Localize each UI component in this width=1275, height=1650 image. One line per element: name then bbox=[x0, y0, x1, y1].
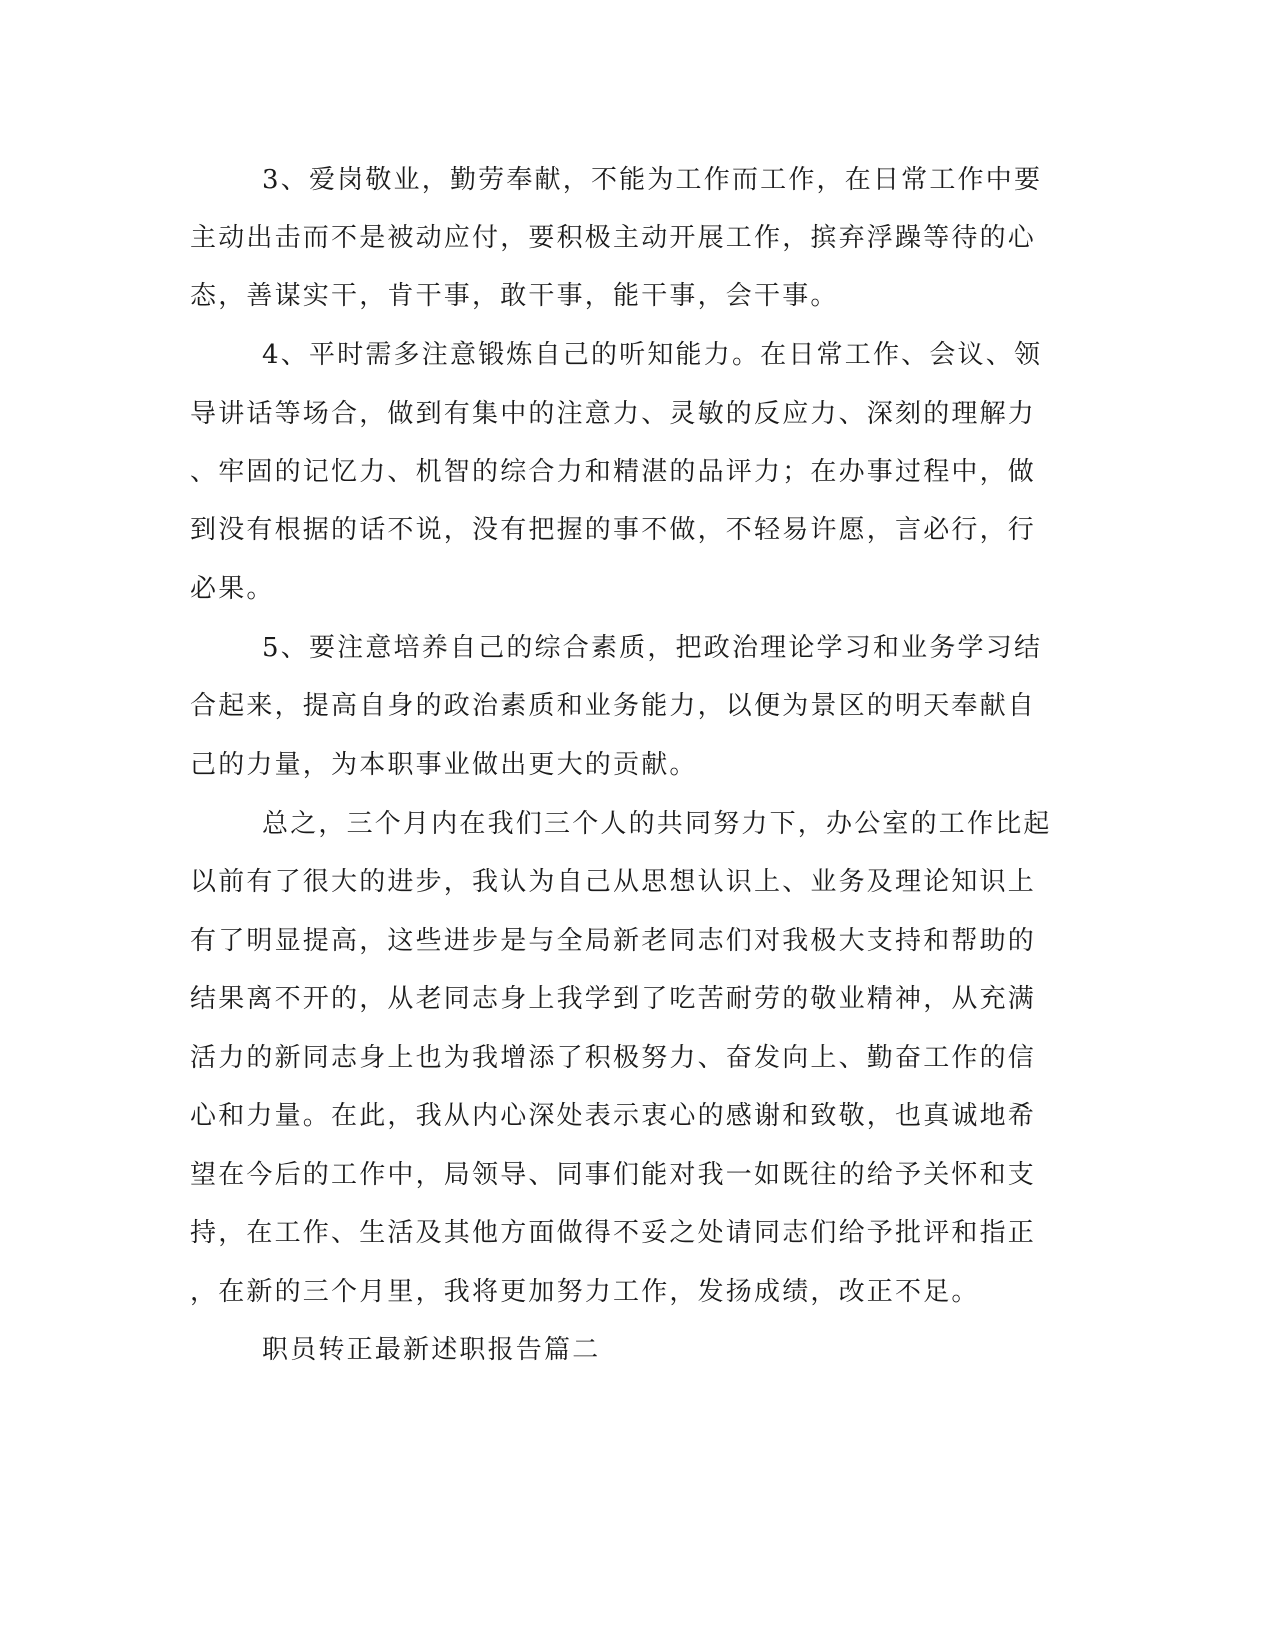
paragraph-3-line-3: 态，善谋实干，肯干事，敢干事，能干事，会干事。 bbox=[190, 281, 839, 311]
paragraph-4-line-2: 导讲话等场合，做到有集中的注意力、灵敏的反应力、深刻的理解力 bbox=[190, 399, 1037, 429]
conclusion-line-2: 以前有了很大的进步，我认为自己从思想认识上、业务及理论知识上 bbox=[190, 867, 1037, 897]
conclusion-line-3: 有了明显提高，这些进步是与全局新老同志们对我极大支持和帮助的 bbox=[190, 926, 1037, 956]
paragraph-4-line-3: 、牢固的记忆力、机智的综合力和精湛的品评力；在办事过程中，做 bbox=[190, 457, 1037, 487]
conclusion-line-7: 望在今后的工作中，局领导、同事们能对我一如既往的给予关怀和支 bbox=[190, 1160, 1037, 1190]
conclusion-line-6: 心和力量。在此，我从内心深处表示衷心的感谢和致敬，也真诚地希 bbox=[190, 1101, 1037, 1131]
conclusion-line-8: 持，在工作、生活及其他方面做得不妥之处请同志们给予批评和指正 bbox=[190, 1218, 1037, 1248]
paragraph-4-line-4: 到没有根据的话不说，没有把握的事不做，不轻易许愿，言必行，行 bbox=[190, 515, 1037, 545]
paragraph-5-line-2: 合起来，提高自身的政治素质和业务能力，以便为景区的明天奉献自 bbox=[190, 691, 1037, 721]
paragraph-5-line-3: 己的力量，为本职事业做出更大的贡献。 bbox=[190, 750, 698, 780]
conclusion-line-1: 总之，三个月内在我们三个人的共同努力下，办公室的工作比起 bbox=[262, 809, 1052, 839]
paragraph-4-line-1: 4、平时需多注意锻炼自己的听知能力。在日常工作、会议、领 bbox=[262, 340, 1043, 370]
section-heading: 职员转正最新述职报告篇二 bbox=[262, 1335, 601, 1365]
paragraph-3-line-2: 主动出击而不是被动应付，要积极主动开展工作，摈弃浮躁等待的心 bbox=[190, 223, 1037, 253]
paragraph-3-line-1: 3、爱岗敬业，勤劳奉献，不能为工作而工作，在日常工作中要 bbox=[262, 165, 1043, 195]
conclusion-line-9: ，在新的三个月里，我将更加努力工作，发扬成绩，改正不足。 bbox=[190, 1277, 980, 1307]
conclusion-line-5: 活力的新同志身上也为我增添了积极努力、奋发向上、勤奋工作的信 bbox=[190, 1043, 1037, 1073]
paragraph-4-line-5: 必果。 bbox=[190, 574, 275, 604]
conclusion-line-4: 结果离不开的，从老同志身上我学到了吃苦耐劳的敬业精神，从充满 bbox=[190, 984, 1037, 1014]
paragraph-5-line-1: 5、要注意培养自己的综合素质，把政治理论学习和业务学习结 bbox=[262, 633, 1043, 663]
